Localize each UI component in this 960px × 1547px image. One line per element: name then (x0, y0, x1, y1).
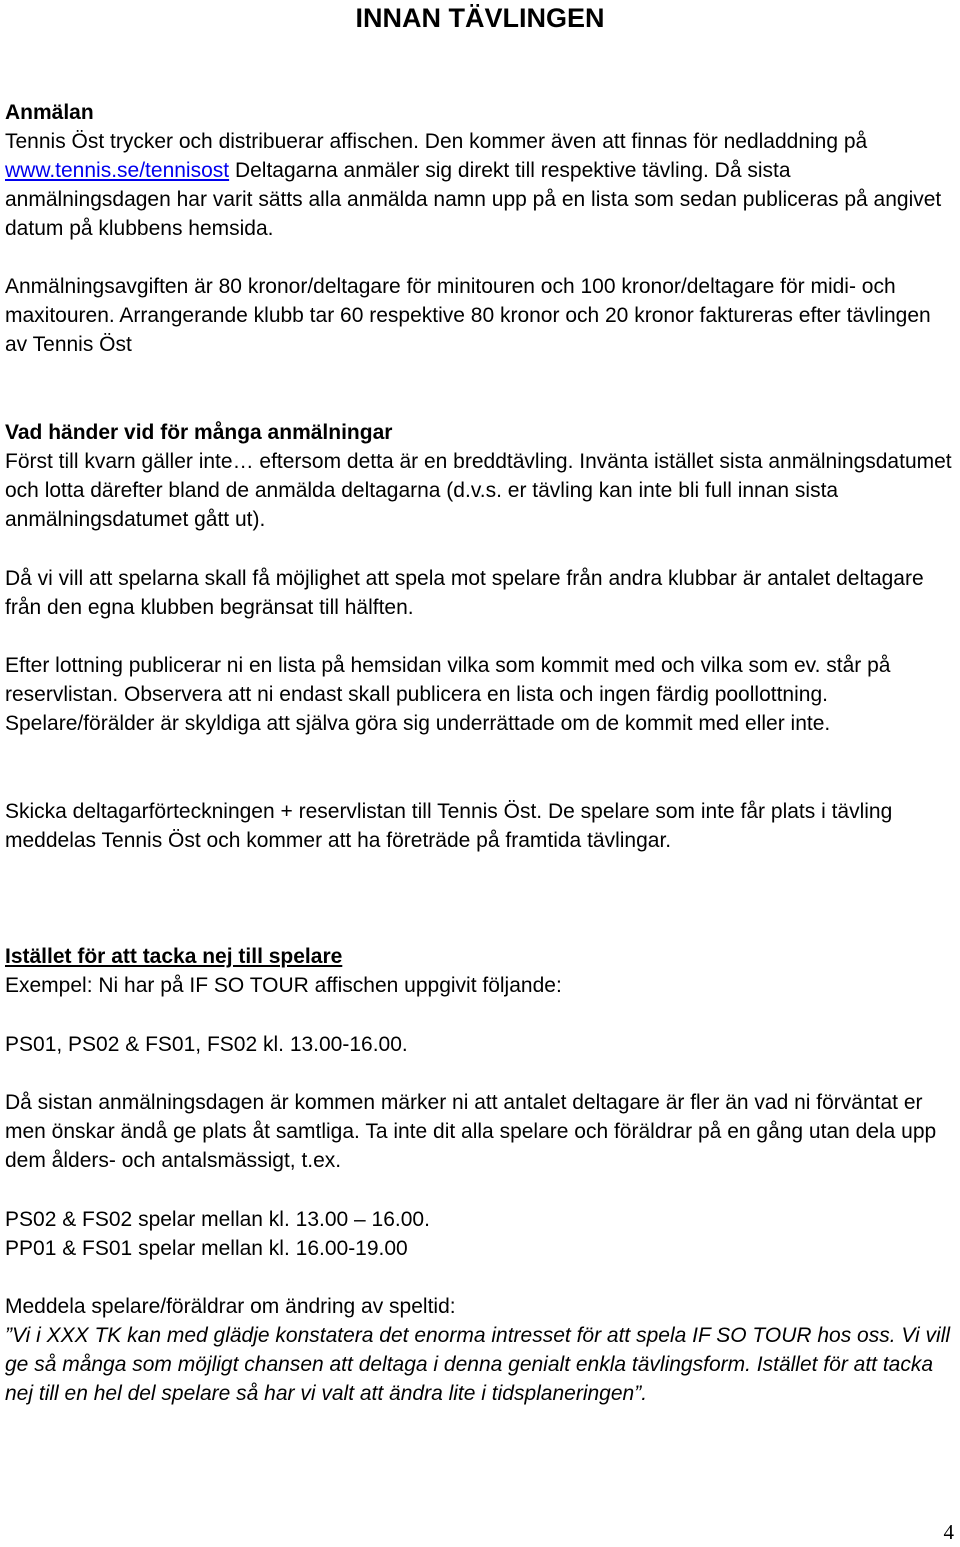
example-line: Exempel: Ni har på IF SO TOUR affischen uppgivit följande: (5, 974, 562, 997)
paragraph-forst-till-kvarn: Först till kvarn gäller inte… eftersom detta är en breddtävling. Invänta istället sista anmälningsdatumet och lotta därefter bland de anmälda deltagarna (d.v.s. er tävling kan inte bli full innan sista anmälningsdatumet gått ut). (5, 450, 952, 531)
schedule-line-2: PP01 & FS01 spelar mellan kl. 16.00-19.00 (5, 1237, 408, 1260)
classes-line: PS01, PS02 & FS01, FS02 kl. 13.00-16.00. (5, 1033, 408, 1056)
tennisost-link[interactable]: www.tennis.se/tennisost (5, 159, 230, 182)
section-manga-anmalningar (5, 418, 955, 534)
quote-text: ”Vi i XXX TK kan med glädje konstatera det enorma intresset för att spela IF SO TOUR hos oss. Vi vill ge så många som möjligt chansen att deltaga i denna genialt enkla tävlingsform. Istället för att tacka nej till en hel del spelare så har vi valt att ändra lite i tidsplaneringen”. (5, 1324, 951, 1405)
section-anmalan (5, 98, 955, 243)
page-title: INNAN TÄVLINGEN (355, 3, 605, 33)
schedule-line-1: PS02 & FS02 spelar mellan kl. 13.00 – 16.00. (5, 1208, 430, 1231)
paragraph-egna-klubben: Då vi vill att spelarna skall få möjlighet att spela mot spelare från andra klubbar är antalet deltagare från den egna klubben begränsat till hälften. (5, 567, 924, 619)
page-number: 4 (943, 1520, 954, 1544)
notify-section (5, 1292, 955, 1408)
heading-anmalan: Anmälan (5, 101, 94, 124)
paragraph-efter-lottning: Efter lottning publicerar ni en lista på hemsidan vilka som kommit med och vilka som ev. står på reservlistan. Observera att ni endast skall publicera en lista och ingen färdig poollottning. Spelare/förälder är skyldiga att själva göra sig underrättade om de kommit med eller inte. (5, 654, 891, 735)
schedule (5, 1205, 955, 1263)
paragraph-skicka: Skicka deltagarförteckningen + reservlistan till Tennis Öst. De spelare som inte får plats i tävling meddelas Tennis Öst och kommer att ha företräde på framtida tävlingar. (5, 800, 893, 852)
section-tacka-nej (5, 942, 955, 1000)
paragraph-anmalan-1: Tennis Öst trycker och distribuerar affischen. Den kommer även att finnas för nedladdning på www.tennis.se/tennisost Deltagarna anmäler sig direkt till respektive tävling. Då sista anmälningsdagen har varit sätts alla anmälda namn upp på en lista som sedan publiceras på angivet datum på klubbens hemsida. (5, 130, 942, 240)
heading-manga-anmalningar: Vad händer vid för många anmälningar (5, 421, 393, 444)
heading-tacka-nej: Istället för att tacka nej till spelare (5, 945, 343, 968)
paragraph-avgift: Anmälningsavgiften är 80 kronor/deltagare för minitouren och 100 kronor/deltagare för midi- och maxitouren. Arrangerande klubb tar 60 respektive 80 kronor och 20 kronor faktureras efter tävlingen av Tennis Öst (5, 275, 931, 356)
notify-line: Meddela spelare/föräldrar om ändring av speltid: (5, 1295, 456, 1318)
paragraph-sistan: Då sistan anmälningsdagen är kommen märker ni att antalet deltagare är fler än vad ni förväntat er men önskar ändå ge plats åt samtliga. Ta inte dit alla spelare och föräldrar på en gång utan dela upp dem ålders- och antalsmässigt, t.ex. (5, 1091, 937, 1172)
